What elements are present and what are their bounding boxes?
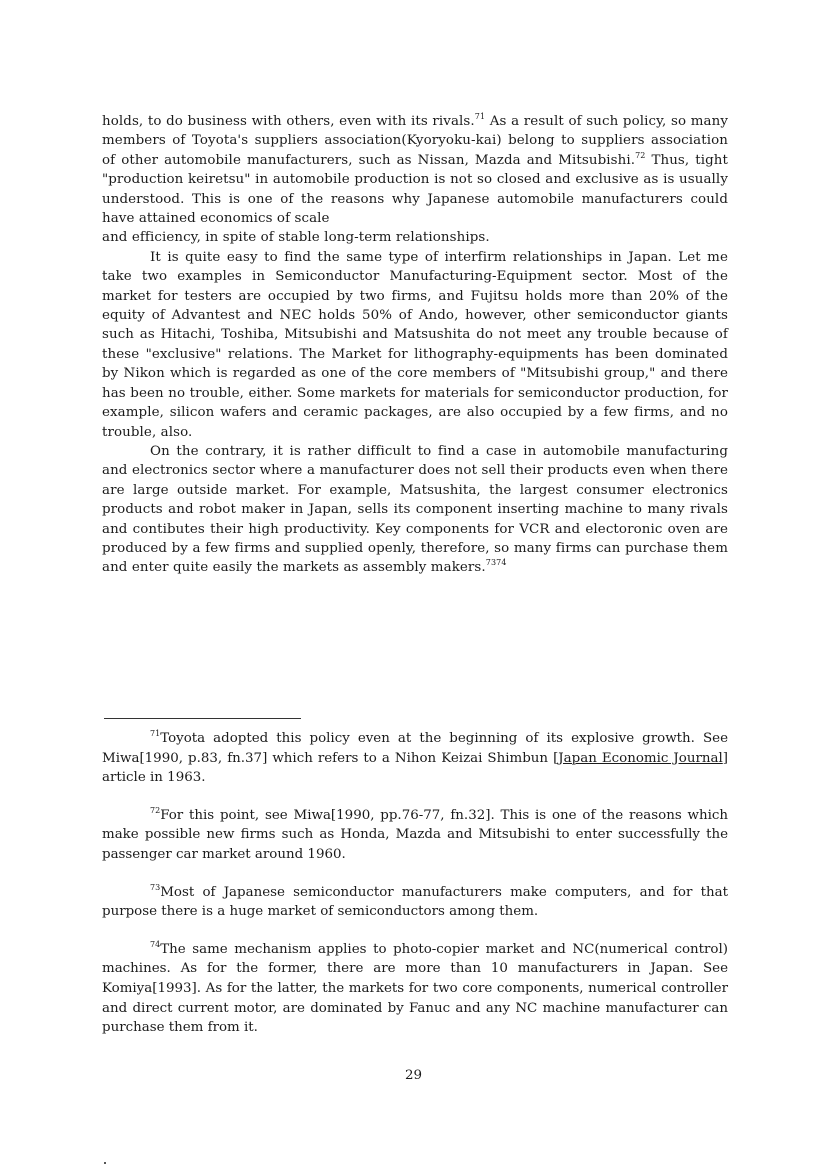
footnote-ref-71: 71 [474, 112, 486, 121]
footnote-74 [102, 940, 728, 1038]
paragraph-3 [102, 442, 728, 578]
footnote-71 [102, 729, 728, 788]
paragraph-1-continuation: and efficiency, in spite of stable long-term relationships. [102, 230, 490, 246]
paragraph-1-text-c: Thus, tight "production keiretsu" in automobile production is not so closed and exclusive as is usually understood. This is one of the reasons why Japanese automobile manufacturers could have attained economics of scale [102, 152, 728, 227]
paragraph-3-text: On the contrary, it is rather difficult to find a case in automobile manufacturing and electronics sector where a manufacturer does not sell their products even when there are large outside market. For example, Matsushita, the largest consumer electronics products and robot maker in Japan, sells its component inserting machine to many rivals and contibutes their high productivity. Key components for VCR and electoronic oven are produced by a few firms and supplied openly, therefore, so many firms can purchase them and enter quite easily the markets as assembly makers. [102, 443, 728, 576]
page-number: 29 [404, 1068, 423, 1083]
paragraph-2: It is quite easy to find the same type of interfirm relationships in Japan. Let me take two examples in Semiconductor Manufacturing-Equipment sector. Most of the market for testers are occupied by two firms, and Fujitsu holds more than 20% of the equity of Advantest and NEC holds 50% of Ando, however, other semiconductor giants such as Hitachi, Toshiba, Mitsubishi and Matsushita do not meet any trouble because of these "exclusive" relations. The Market for lithography-equipments has been dominated by Nikon which is regarded as one of the core members of "Mitsubishi group," and there has been no trouble, either. Some markets for materials for semiconductor production, for example, silicon wafers and ceramic packages, are also occupied by a few firms, and no trouble, also. [102, 249, 728, 440]
footnote-72-mark: 72 [150, 805, 161, 815]
footnote-74-mark: 74 [150, 939, 161, 949]
footnote-71-text-a: Toyota adopted this policy even at the beginning of its explosive growth. See Miwa[1990, p.83, fn.37] which refers to a Nihon Keizai Shimbun [ [102, 731, 728, 766]
footnote-72-text: For this point, see Miwa[1990, pp.76-77, fn.32]. This is one of the reasons which make possible new firms such as Honda, Mazda and Mitsubishi to enter successfully the passenger car market around 1960. [102, 807, 728, 862]
footnote-73-text: Most of Japanese semiconductor manufacturers make computers, and for that purpose there is a huge market of semiconductors among them. [102, 884, 728, 920]
footnote-separator [104, 718, 301, 719]
main-text [102, 112, 728, 578]
footnote-71-text-c: ] article in 1963. [102, 750, 728, 786]
paragraph-1-text-b: As a result of such policy, so many members of Toyota's suppliers association(Kyoryoku-kai) belong to suppliers association of other automobile manufacturers, such as Nissan, Mazda and Mitsubishi. [102, 114, 728, 168]
footnote-74-text: The same mechanism applies to photo-copier market and NC(numerical control) machines. As for the former, there are more than 10 manufacturers in Japan. See Komiya[1993]. As for the latter, the markets for two core components, numerical controller and direct current motor, are dominated by Fanuc and any NC machine manufacturer can purchase them from it. [102, 941, 728, 1036]
footnote-ref-73-74: 7374 [485, 558, 507, 568]
footnote-71-mark: 71 [150, 729, 161, 738]
footnotes [102, 729, 728, 1056]
paragraph-1-text-a: holds, to do business with others, even with its rivals. [102, 114, 475, 129]
scan-speck [104, 1162, 106, 1164]
paragraph-1 [102, 112, 728, 228]
footnote-72 [102, 806, 728, 865]
footnote-71-title: Japan Economic Journal [558, 750, 723, 766]
footnote-ref-72: 72 [635, 150, 646, 160]
footnote-73-mark: 73 [150, 882, 161, 892]
footnote-73 [102, 883, 728, 922]
